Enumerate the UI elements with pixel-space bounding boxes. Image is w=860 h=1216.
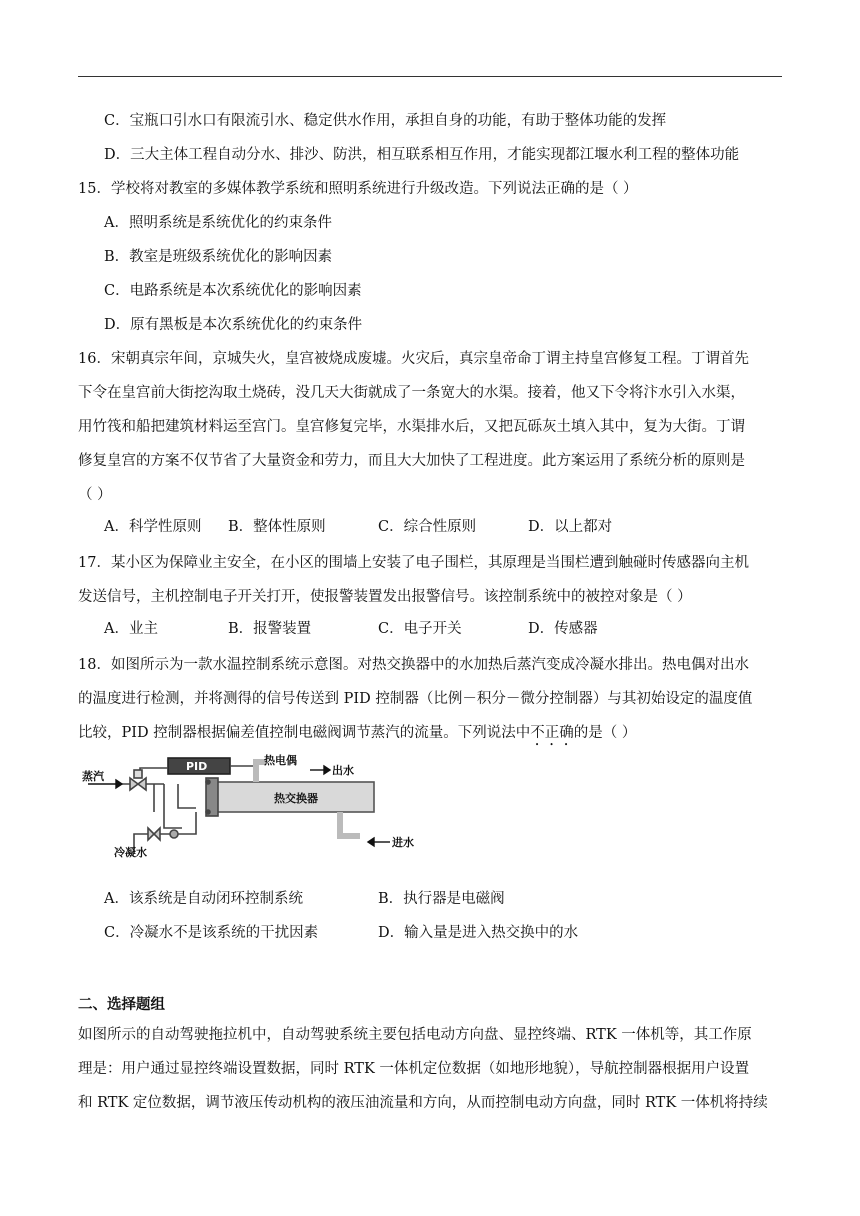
q16-line-2: 下令在皇宫前大街挖沟取土烧砖，没几天大街就成了一条宽大的水渠。接着，他又下令将汴水引入水渠，	[78, 385, 745, 401]
condensate-pipe	[134, 812, 196, 848]
q16-line-1: 16．宋朝真宗年间，京城失火，皇宫被烧成废墟。火灾后，真宗皇帝命丁谓主持皇宫修复工程。丁谓首先	[78, 351, 749, 367]
q17-option-a: A．业主	[104, 621, 158, 637]
solenoid-valve	[130, 778, 146, 790]
pid-label: PID	[186, 760, 208, 773]
inlet-pipe	[340, 812, 360, 836]
exchanger-label: 热交换器	[274, 792, 318, 805]
q17-option-b: B．报警装置	[228, 621, 312, 637]
q18-option-d: D．输入量是进入热交换中的水	[378, 925, 579, 941]
steam-feed-pipe	[164, 784, 182, 828]
q15-stem: 15．学校将对教室的多媒体教学系统和照明系统进行升级改造。下列说法正确的是（ ）	[78, 181, 638, 197]
q16-line-4: 修复皇宫的方案不仅节省了大量资金和劳力，而且大大加快了工程进度。此方案运用了系统分析的原则是	[78, 453, 745, 469]
q17-line-1: 17．某小区为保障业主安全，在小区的围墙上安装了电子围栏，其原理是当围栏遭到触碰时传感器向主机	[78, 555, 749, 571]
q18-line-3	[78, 723, 636, 749]
q16-line-5: （ ）	[78, 487, 112, 503]
q18-line-3-end: 的是（ ）	[573, 725, 637, 741]
q17-line-2: 发送信号，主机控制电子开关打开，使报警装置发出报警信号。该控制系统中的被控对象是（ ）	[78, 589, 692, 605]
thermocouple-label: 热电偶	[264, 754, 297, 767]
q14-option-c: C．宝瓶口引水口有限流引水、稳定供水作用，承担自身的功能，有助于整体功能的发挥	[104, 113, 667, 129]
inlet-label: 进水	[392, 836, 414, 849]
q16-option-d: D．以上都对	[528, 519, 613, 535]
q18-line-1: 18．如图所示为一款水温控制系统示意图。对热交换器中的水加热后蒸汽变成冷凝水排出。热电偶对出水	[78, 657, 749, 673]
q16-option-c: C．综合性原则	[378, 519, 477, 535]
q15-option-b: B．教室是班级系统优化的影响因素	[104, 249, 333, 265]
q18-option-a: A．该系统是自动闭环控制系统	[104, 891, 303, 907]
q15-option-a: A．照明系统是系统优化的约束条件	[104, 215, 332, 231]
outlet-label: 出水	[332, 764, 354, 777]
q18-option-c: C．冷凝水不是该系统的干扰因素	[104, 925, 319, 941]
q16-line-3: 用竹筏和船把建筑材料运至宫门。皇宫修复完毕，水渠排水后，又把瓦砾灰土填入其中，复为大街。丁谓	[78, 419, 745, 435]
section-2-line-2: 理是：用户通过显控终端设置数据，同时 RTK 一体机定位数据（如地形地貌），导航控制器根据用户设置	[78, 1061, 750, 1077]
valve-actuator	[134, 770, 142, 778]
water-temperature-control-diagram	[78, 748, 418, 858]
q18-line-3-start: 比较，PID 控制器根据偏差值控制电磁阀调节蒸汽的流量。下列说法中	[78, 725, 531, 741]
q15-option-d: D．原有黑板是本次系统优化的约束条件	[104, 317, 363, 333]
steam-label: 蒸汽	[82, 770, 104, 783]
section-2-heading: 二、选择题组	[78, 996, 165, 1013]
section-2-line-3: 和 RTK 定位数据，调节液压传动机构的液压油流量和方向，从而控制电动方向盘，同时 RTK 一体机将持续	[78, 1095, 768, 1111]
q18-option-b: B．执行器是电磁阀	[378, 891, 505, 907]
condensate-label: 冷凝水	[114, 846, 147, 858]
q18-line-2: 的温度进行检测，并将测得的信号传送到 PID 控制器（比例－积分－微分控制器）与其初始设定的温度值	[78, 691, 753, 707]
q17-option-c: C．电子开关	[378, 621, 462, 637]
q18-emphasis-not-correct: 不正确	[530, 725, 574, 741]
section-2-line-1: 如图所示的自动驾驶拖拉机中，自动驾驶系统主要包括电动方向盘、显控终端、RTK 一体机等，其工作原	[78, 1027, 752, 1043]
q14-option-d: D．三大主体工程自动分水、排沙、防洪，相互联系相互作用，才能实现都江堰水利工程的整体功能	[104, 147, 740, 163]
q17-option-d: D．传感器	[528, 621, 598, 637]
q16-option-b: B．整体性原则	[228, 519, 326, 535]
header-rule	[78, 76, 782, 77]
q16-option-a: A．科学性原则	[104, 519, 202, 535]
q15-option-c: C．电路系统是本次系统优化的影响因素	[104, 283, 362, 299]
